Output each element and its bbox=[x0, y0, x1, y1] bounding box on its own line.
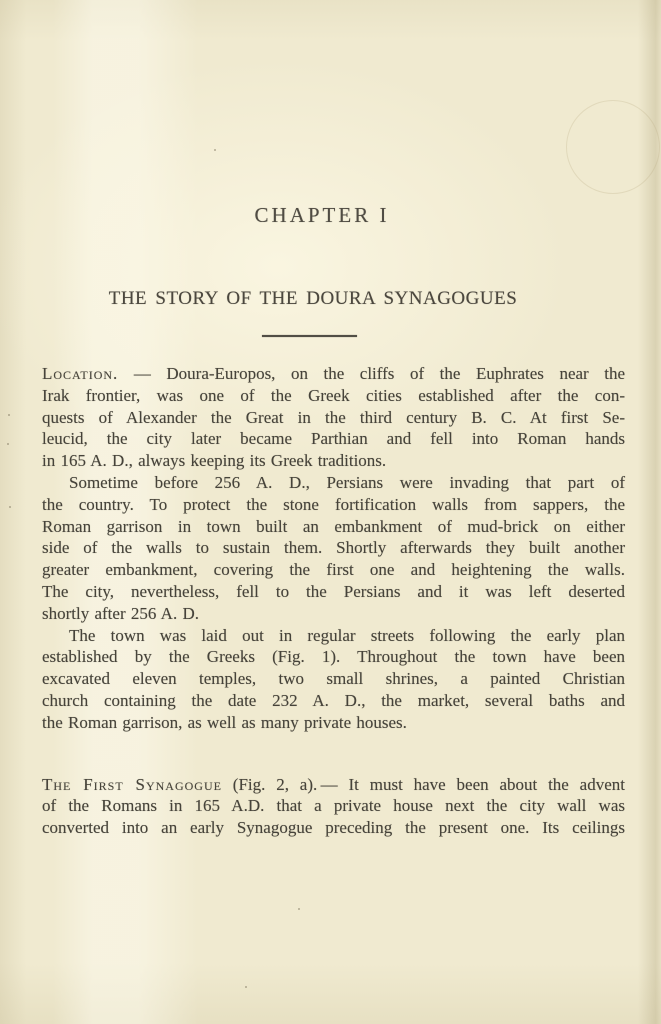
text-line: The First Synagogue (Fig. 2, a). — It must have been about the advent bbox=[42, 774, 625, 794]
paragraph-location bbox=[42, 363, 625, 472]
paragraph-persian-invasion bbox=[42, 472, 625, 625]
text-line: the Roman garrison, as well as many private houses. bbox=[42, 712, 407, 732]
text-line: established by the Greeks (Fig. 1). Throughout the town have been bbox=[42, 647, 625, 667]
text-line: of the Romans in 165 A.D. that a private house next the city wall was bbox=[42, 796, 625, 816]
body-text bbox=[42, 363, 625, 839]
text-line: The town was laid out in regular streets following the early plan bbox=[69, 625, 625, 645]
text-line: church containing the date 232 A. D., the market, several baths and bbox=[42, 690, 625, 710]
paper-speck bbox=[8, 414, 10, 416]
paragraph-town-layout bbox=[42, 625, 625, 734]
text-line: excavated eleven temples, two small shrines, a painted Christian bbox=[42, 669, 625, 689]
section-title: THE STORY OF THE DOURA SYNAGOGUES bbox=[108, 288, 518, 309]
paper-speck bbox=[298, 908, 300, 910]
text-line: converted into an early Synagogue preceding the present one. Its ceilings bbox=[42, 818, 625, 838]
paragraph-first-synagogue bbox=[42, 774, 625, 839]
paper-speck bbox=[7, 443, 9, 445]
text-line: Sometime before 256 A. D., Persians were invading that part of bbox=[69, 472, 625, 492]
paper-speck bbox=[214, 149, 216, 151]
chapter-title: CHAPTER I bbox=[254, 203, 390, 227]
text-line: Irak frontier, was one of the Greek cities established after the con- bbox=[42, 385, 625, 405]
text-line: the country. To protect the stone fortification walls from sappers, the bbox=[42, 494, 625, 514]
section-lead-smallcaps: The First Synagogue bbox=[42, 774, 222, 794]
text-line: shortly after 256 A. D. bbox=[42, 603, 199, 623]
text-line: in 165 A. D., always keeping its Greek traditions. bbox=[42, 451, 387, 471]
text-line: quests of Alexander the Great in the third century B. C. At first Se- bbox=[42, 407, 625, 427]
text-line: side of the walls to sustain them. Shortly afterwards they built another bbox=[42, 538, 625, 558]
text-line: Location. — Doura-Europos, on the cliffs of the Euphrates near the bbox=[42, 364, 625, 383]
paper-speck bbox=[9, 506, 11, 508]
text-line: The city, nevertheless, fell to the Persians and it was left deserted bbox=[42, 581, 625, 601]
text-line: greater embankment, covering the first one and heightening the walls. bbox=[42, 560, 625, 580]
text-line: Roman garrison in town built an embankment of mud-brick on either bbox=[42, 516, 625, 536]
text-line: leucid, the city later became Parthian and fell into Roman hands bbox=[42, 429, 625, 449]
paper-watermark bbox=[566, 100, 660, 194]
section-lead-smallcaps: Location. bbox=[42, 364, 119, 383]
paper-speck bbox=[245, 986, 247, 988]
section-divider bbox=[262, 335, 357, 337]
